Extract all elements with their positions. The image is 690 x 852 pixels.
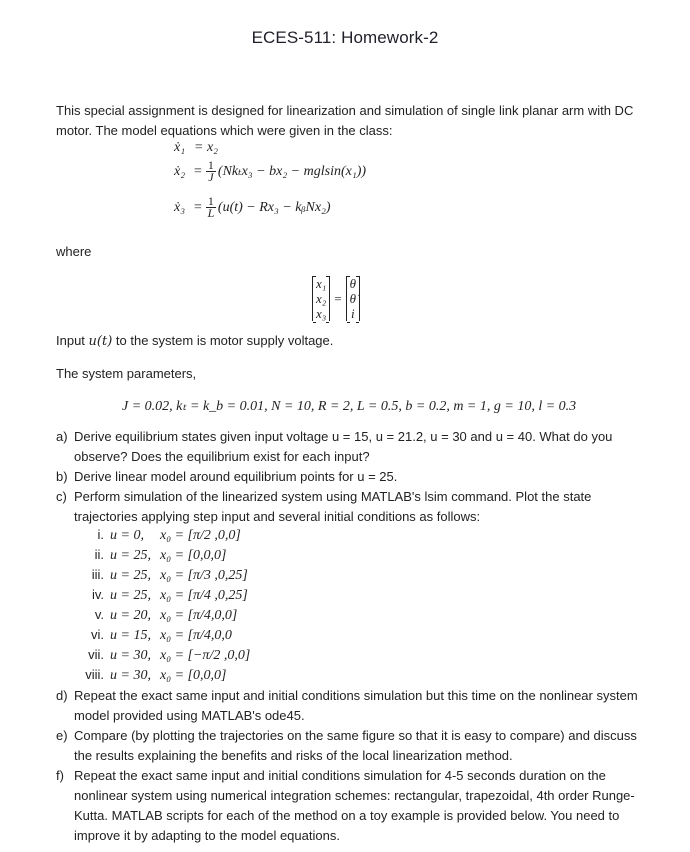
- question-b: b) Derive linear model around equilibrium points for u = 25.: [56, 469, 398, 484]
- question-f: f) Repeat the exact same input and initial conditions simulation for 4-5 seconds duration on the nonlinear system using numerical integration schemes: rectangular, trapezoidal, 4th order Runge- Kutta. MATLAB scripts for each of the method on a toy example is provided below. You need to improve it by adapting to the model equations.: [56, 768, 635, 843]
- eq3-rhs: (u(t) − Rx₃ − kᵦNx₂): [217, 199, 331, 215]
- equation-3: ẋ₃ = $\frac{1}{L}$ (u(t) − Rx₃ − kᵦNx₂): [174, 194, 331, 220]
- state-vector-equation: x₁ x₂ x₃ = θ θ̇ i: [312, 276, 360, 321]
- case-i: i. u = 0, x₀ = [π/2 ,0,0]: [97, 527, 241, 543]
- case-v: v. u = 20, x₀ = [π/4,0,0]: [94, 607, 238, 623]
- case-vi: vi. u = 15, x₀ = [π/4,0,0: [91, 627, 232, 643]
- case-ii: ii. u = 25, x₀ = [0,0,0]: [94, 547, 227, 563]
- case-viii: viii. u = 30, x₀ = [0,0,0]: [85, 667, 227, 683]
- case-vii: vii. u = 30, x₀ = [−π/2 ,0,0]: [88, 647, 251, 663]
- case-iii: iii. u = 25, x₀ = [π/3 ,0,25]: [91, 567, 248, 583]
- eq1-lhs: ẋ₁: [174, 140, 186, 155]
- intro-line-2: motor. The model equations which were given in the class:: [56, 123, 393, 138]
- equation-2: ẋ₂ = $\frac{1}{J}$ (Nkₜx₃ − bx₂ − mglsin(x₁)): [174, 158, 367, 184]
- eq2-fraction: $\frac{1}{J}$: [207, 158, 214, 184]
- page-title: ECES-511: Homework-2: [251, 28, 439, 47]
- eq2-rhs: (Nkₜx₃ − bx₂ − mglsin(x₁)): [217, 164, 367, 179]
- where-label: where: [56, 244, 92, 259]
- system-parameters: J = 0.02, kₜ = k_b = 0.01, N = 10, R = 2, L = 0.5, b = 0.2, m = 1, g = 10, l = 0.3: [122, 399, 577, 414]
- question-a: a) Derive equilibrium states given input voltage u = 15, u = 21.2, u = 30 and u = 40. What do you observe? Does the equilibrium exist for each input?: [56, 429, 613, 464]
- equation-1: [174, 140, 218, 156]
- eq1-rhs: = x₂: [194, 140, 219, 155]
- eq2-lhs: ẋ₂: [174, 163, 186, 179]
- question-e: e) Compare (by plotting the trajectories on the same figure so that it is easy to compare) and discuss the results explaining the benefits and risks of the local linearization method.: [56, 728, 637, 763]
- params-label: The system parameters,: [56, 366, 197, 381]
- state-vector-x: x₁ x₂ x₃: [312, 276, 330, 321]
- eq3-lhs: ẋ₃: [174, 199, 186, 215]
- case-iv: iv. u = 25, x₀ = [π/4 ,0,25]: [91, 587, 248, 603]
- input-description: Input u(t) to the system is motor supply voltage.: [56, 333, 334, 349]
- eq3-fraction: $\frac{1}{L}$: [207, 194, 215, 220]
- state-vector-physical: θ θ̇ i: [346, 276, 360, 321]
- intro-line-1: This special assignment is designed for linearization and simulation of single link planar arm with DC: [56, 103, 634, 118]
- question-c: c) Perform simulation of the linearized system using MATLAB's lsim command. Plot the state trajectories applying step input and several initial conditions as follows:: [56, 489, 592, 524]
- intro-paragraph: [56, 101, 646, 141]
- question-d: d) Repeat the exact same input and initial conditions simulation but this time on the nonlinear system model provided using MATLAB's ode45.: [56, 688, 638, 723]
